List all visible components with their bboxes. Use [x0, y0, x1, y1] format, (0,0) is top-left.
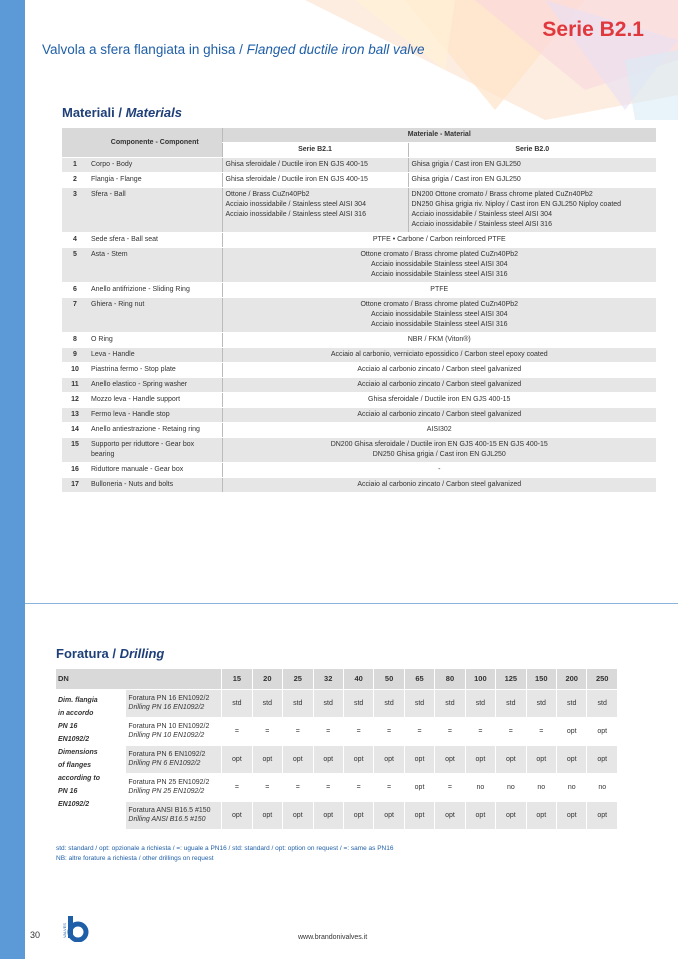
material-b21 [222, 158, 408, 173]
component-name: Riduttore manuale - Gear box [88, 463, 222, 478]
component-name: Ghiera - Ring nut [88, 298, 222, 333]
component-name: Bulloneria - Nuts and bolts [88, 478, 222, 493]
materials-row [62, 478, 656, 493]
materials-header-number [62, 128, 88, 158]
drilling-value: std [252, 689, 282, 717]
component-name: Leva - Handle [88, 348, 222, 363]
row-number: 9 [62, 348, 88, 363]
drilling-heading-en: Drilling [119, 646, 165, 661]
flange-dimension-label [56, 689, 126, 829]
drilling-value: = [252, 773, 282, 801]
dim-label-line: EN1092/2 [58, 800, 90, 808]
dn-size: 80 [435, 669, 465, 689]
materials-row [62, 393, 656, 408]
drilling-value: opt [557, 801, 587, 829]
material-line: Acciaio al carbonio zincato / Carbon steel galvanized [357, 411, 522, 418]
drilling-value: opt [283, 801, 313, 829]
material-line: AISI302 [426, 426, 452, 433]
material-line: Ghisa grigia / Cast iron EN GJL250 [411, 161, 521, 168]
row-number: 10 [62, 363, 88, 378]
material-b20 [408, 173, 656, 188]
dim-label-line: PN 16 [58, 787, 78, 795]
material-common [222, 348, 656, 363]
component-name: Anello antiestrazione - Retaing ring [88, 423, 222, 438]
drilling-label-it: Foratura PN 25 EN1092/2 [128, 779, 210, 786]
drilling-value: opt [374, 745, 404, 773]
material-common [222, 283, 656, 298]
product-subtitle [42, 42, 424, 57]
material-line: PTFE [430, 286, 449, 293]
drilling-value: opt [465, 801, 495, 829]
drilling-row [56, 689, 618, 717]
drilling-header-dn: DN [56, 669, 222, 689]
drilling-value: no [526, 773, 556, 801]
dim-label-line: according to [58, 774, 101, 782]
material-b21 [222, 173, 408, 188]
drilling-value: = [222, 717, 252, 745]
component-name: Sede sfera - Ball seat [88, 233, 222, 248]
row-number: 3 [62, 188, 88, 233]
component-name: Piastrina fermo - Stop plate [88, 363, 222, 378]
component-name: Mozzo leva - Handle support [88, 393, 222, 408]
dn-size: 25 [283, 669, 313, 689]
material-line: DN200 Ottone cromato / Brass chrome plated CuZn40Pb2 [411, 191, 593, 198]
drilling-value: opt [587, 801, 618, 829]
drilling-value: std [465, 689, 495, 717]
dn-size: 200 [557, 669, 587, 689]
material-common [222, 478, 656, 493]
drilling-value: no [465, 773, 495, 801]
drilling-value: = [435, 773, 465, 801]
dim-label-line: Dim. flangia [58, 696, 98, 704]
materials-row [62, 173, 656, 188]
row-number: 13 [62, 408, 88, 423]
drilling-value: = [283, 773, 313, 801]
page-number: 30 [30, 930, 41, 940]
drilling-value: std [435, 689, 465, 717]
material-common [222, 298, 656, 333]
material-common [222, 423, 656, 438]
drilling-label-it: Foratura PN 6 EN1092/2 [128, 751, 206, 758]
drilling-value: = [343, 717, 373, 745]
materials-row [62, 158, 656, 173]
drilling-value: no [496, 773, 526, 801]
drilling-label-en: Drilling PN 16 EN1092/2 [128, 704, 205, 711]
materials-row [62, 348, 656, 363]
dn-size: 150 [526, 669, 556, 689]
drilling-value: = [526, 717, 556, 745]
material-line: DN250 Ghisa grigia / Cast iron EN GJL250 [372, 451, 506, 458]
dn-size: 20 [252, 669, 282, 689]
drilling-value: = [404, 717, 434, 745]
drilling-value: std [557, 689, 587, 717]
row-number: 11 [62, 378, 88, 393]
subtitle-italian: Valvola a sfera flangiata in ghisa / [42, 42, 247, 57]
drilling-value: = [252, 717, 282, 745]
drilling-value: opt [526, 801, 556, 829]
drilling-standard-label [126, 773, 222, 801]
drilling-heading-it: Foratura / [56, 646, 120, 661]
drilling-standard-label [126, 745, 222, 773]
drilling-label-it: Foratura PN 16 EN1092/2 [128, 695, 210, 702]
row-number: 8 [62, 333, 88, 348]
material-common [222, 393, 656, 408]
drilling-value: std [222, 689, 252, 717]
drilling-standard-label [126, 717, 222, 745]
drilling-row [56, 773, 618, 801]
component-name: Supporto per riduttore - Gear box bearing [88, 438, 222, 463]
component-name: O Ring [88, 333, 222, 348]
drilling-value: opt [587, 745, 618, 773]
material-line: Acciaio inossidabile / Stainless steel AISI 316 [225, 211, 366, 218]
material-common [222, 378, 656, 393]
drilling-legend-note: std: standard / opt: opzionale a richiesta / =: uguale a PN16 / std: standard / opt: option on request / =: same as PN16 [56, 845, 394, 852]
row-number: 12 [62, 393, 88, 408]
material-line: Acciaio inossidabile Stainless steel AISI 316 [370, 321, 508, 328]
row-number: 16 [62, 463, 88, 478]
row-number: 2 [62, 173, 88, 188]
row-number: 5 [62, 248, 88, 283]
drilling-value: opt [435, 745, 465, 773]
dim-label-line: PN 16 [58, 722, 78, 730]
drilling-value: opt [252, 745, 282, 773]
material-line: Ghisa sferoidale / Ductile iron EN GJS 400-15 [225, 161, 368, 168]
material-line: Acciaio inossidabile / Stainless steel AISI 304 [225, 201, 366, 208]
drilling-value: = [465, 717, 495, 745]
materials-row [62, 423, 656, 438]
drilling-value: opt [404, 801, 434, 829]
material-line: - [438, 466, 441, 473]
drilling-value: opt [343, 801, 373, 829]
drilling-value: opt [343, 745, 373, 773]
drilling-value: opt [526, 745, 556, 773]
drilling-value: opt [435, 801, 465, 829]
dn-size: 50 [374, 669, 404, 689]
materials-row [62, 188, 656, 233]
material-common [222, 233, 656, 248]
materials-row [62, 378, 656, 393]
drilling-label-it: Foratura ANSI B16.5 #150 [128, 807, 211, 814]
materials-row [62, 463, 656, 478]
materials-heading [62, 105, 182, 120]
material-line: Ottone cromato / Brass chrome plated CuZn40Pb2 [360, 251, 519, 258]
subtitle-english: Flanged ductile iron ball valve [246, 42, 425, 57]
materials-heading-it: Materiali / [62, 105, 126, 120]
drilling-value: opt [496, 745, 526, 773]
material-line: DN250 Ghisa grigia riv. Niploy / Cast iron EN GJL250 Niploy coated [411, 201, 622, 208]
drilling-value: std [587, 689, 618, 717]
drilling-value: opt [557, 717, 587, 745]
material-line: Acciaio inossidabile Stainless steel AISI 304 [370, 261, 508, 268]
drilling-value: opt [252, 801, 282, 829]
materials-header-component: Componente - Component [88, 128, 222, 158]
row-number: 1 [62, 158, 88, 173]
material-b20 [408, 188, 656, 233]
drilling-label-en: Drilling ANSI B16.5 #150 [128, 816, 206, 823]
dim-label-line: EN1092/2 [58, 735, 90, 743]
row-number: 4 [62, 233, 88, 248]
drilling-value: = [313, 717, 343, 745]
drilling-value: no [557, 773, 587, 801]
drilling-value: std [496, 689, 526, 717]
material-line: PTFE • Carbone / Carbon reinforced PTFE [372, 236, 506, 243]
material-line: NBR / FKM (Viton®) [407, 336, 471, 343]
materials-row [62, 283, 656, 298]
drilling-label-en: Drilling PN 6 EN1092/2 [128, 760, 201, 767]
logo-text: VALVES [62, 923, 67, 938]
materials-row [62, 233, 656, 248]
dim-label-line: of flanges [58, 761, 92, 769]
brandoni-logo-icon [60, 912, 90, 942]
materials-row [62, 408, 656, 423]
drilling-value: opt [496, 801, 526, 829]
drilling-value: = [222, 773, 252, 801]
materials-table [62, 128, 656, 493]
drilling-row [56, 717, 618, 745]
drilling-value: std [283, 689, 313, 717]
drilling-value: opt [404, 745, 434, 773]
drilling-value: opt [283, 745, 313, 773]
drilling-row [56, 801, 618, 829]
material-line: Acciaio inossidabile / Stainless steel AISI 316 [411, 221, 552, 228]
drilling-row [56, 745, 618, 773]
dn-size: 40 [343, 669, 373, 689]
dim-label-line: in accordo [58, 709, 94, 717]
drilling-value: = [496, 717, 526, 745]
materials-row [62, 248, 656, 283]
row-number: 15 [62, 438, 88, 463]
material-line: Ghisa sferoidale / Ductile iron EN GJS 400-15 [225, 176, 368, 183]
material-line: Acciaio al carbonio zincato / Carbon steel galvanized [357, 481, 522, 488]
drilling-value: opt [222, 801, 252, 829]
drilling-value: = [313, 773, 343, 801]
material-b20 [408, 158, 656, 173]
dn-size: 125 [496, 669, 526, 689]
component-name: Fermo leva - Handle stop [88, 408, 222, 423]
component-name: Sfera - Ball [88, 188, 222, 233]
material-line: Ottone / Brass CuZn40Pb2 [225, 191, 310, 198]
row-number: 14 [62, 423, 88, 438]
material-line: Acciaio al carbonio zincato / Carbon steel galvanized [357, 381, 522, 388]
dn-size: 15 [222, 669, 252, 689]
dn-size: 250 [587, 669, 618, 689]
material-line: Ghisa sferoidale / Ductile iron EN GJS 400-15 [368, 396, 511, 403]
drilling-standard-label [126, 689, 222, 717]
materials-row [62, 438, 656, 463]
drilling-label-en: Drilling PN 25 EN1092/2 [128, 788, 205, 795]
drilling-value: opt [587, 717, 618, 745]
drilling-value: opt [313, 745, 343, 773]
drilling-value: = [283, 717, 313, 745]
series-title: Serie B2.1 [542, 18, 644, 41]
row-number: 7 [62, 298, 88, 333]
drilling-value: = [374, 773, 404, 801]
dn-size: 100 [465, 669, 495, 689]
drilling-value: no [587, 773, 618, 801]
materials-row [62, 363, 656, 378]
material-line: Acciaio al carbonio, verniciato epossidico / Carbon steel epoxy coated [330, 351, 548, 358]
material-b21 [222, 188, 408, 233]
drilling-value: opt [313, 801, 343, 829]
drilling-value: = [374, 717, 404, 745]
section-divider [25, 603, 678, 604]
drilling-other-note: NB: altre forature a richiesta / other drillings on request [56, 855, 214, 862]
materials-header-b20: Serie B2.0 [408, 143, 656, 158]
component-name: Flangia - Flange [88, 173, 222, 188]
material-line: Acciaio inossidabile Stainless steel AISI 304 [370, 311, 508, 318]
drilling-value: std [526, 689, 556, 717]
drilling-value: opt [404, 773, 434, 801]
materials-row [62, 298, 656, 333]
materials-header-b21: Serie B2.1 [222, 143, 408, 158]
material-common [222, 333, 656, 348]
material-line: DN200 Ghisa sferoidale / Ductile iron EN GJS 400-15 EN GJS 400-15 [330, 441, 548, 448]
drilling-heading [56, 646, 164, 661]
drilling-value: opt [222, 745, 252, 773]
component-name: Asta - Stem [88, 248, 222, 283]
component-name: Anello elastico - Spring washer [88, 378, 222, 393]
drilling-label-en: Drilling PN 10 EN1092/2 [128, 732, 205, 739]
website-url: www.brandonivalves.it [298, 934, 368, 941]
drilling-value: = [343, 773, 373, 801]
drilling-value: opt [557, 745, 587, 773]
materials-heading-en: Materials [125, 105, 182, 120]
materials-header-material: Materiale - Material [222, 128, 656, 143]
material-common [222, 363, 656, 378]
drilling-label-it: Foratura PN 10 EN1092/2 [128, 723, 210, 730]
drilling-table [56, 669, 618, 830]
drilling-value: std [343, 689, 373, 717]
left-color-bar [0, 0, 25, 959]
material-common [222, 438, 656, 463]
materials-row [62, 333, 656, 348]
dn-size: 65 [404, 669, 434, 689]
component-name: Anello antifrizione - Sliding Ring [88, 283, 222, 298]
drilling-value: std [404, 689, 434, 717]
drilling-standard-label [126, 801, 222, 829]
component-name: Corpo - Body [88, 158, 222, 173]
row-number: 6 [62, 283, 88, 298]
drilling-value: opt [374, 801, 404, 829]
drilling-value: opt [465, 745, 495, 773]
dim-label-line: Dimensions [58, 748, 98, 756]
drilling-value: std [313, 689, 343, 717]
material-common [222, 248, 656, 283]
material-line: Acciaio inossidabile / Stainless steel AISI 304 [411, 211, 552, 218]
material-line: Ghisa grigia / Cast iron EN GJL250 [411, 176, 521, 183]
material-line: Acciaio al carbonio zincato / Carbon steel galvanized [357, 366, 522, 373]
material-common [222, 408, 656, 423]
dn-size: 32 [313, 669, 343, 689]
row-number: 17 [62, 478, 88, 493]
material-common [222, 463, 656, 478]
drilling-value: std [374, 689, 404, 717]
material-line: Ottone cromato / Brass chrome plated CuZn40Pb2 [360, 301, 519, 308]
material-line: Acciaio inossidabile Stainless steel AISI 316 [370, 271, 508, 278]
drilling-value: = [435, 717, 465, 745]
